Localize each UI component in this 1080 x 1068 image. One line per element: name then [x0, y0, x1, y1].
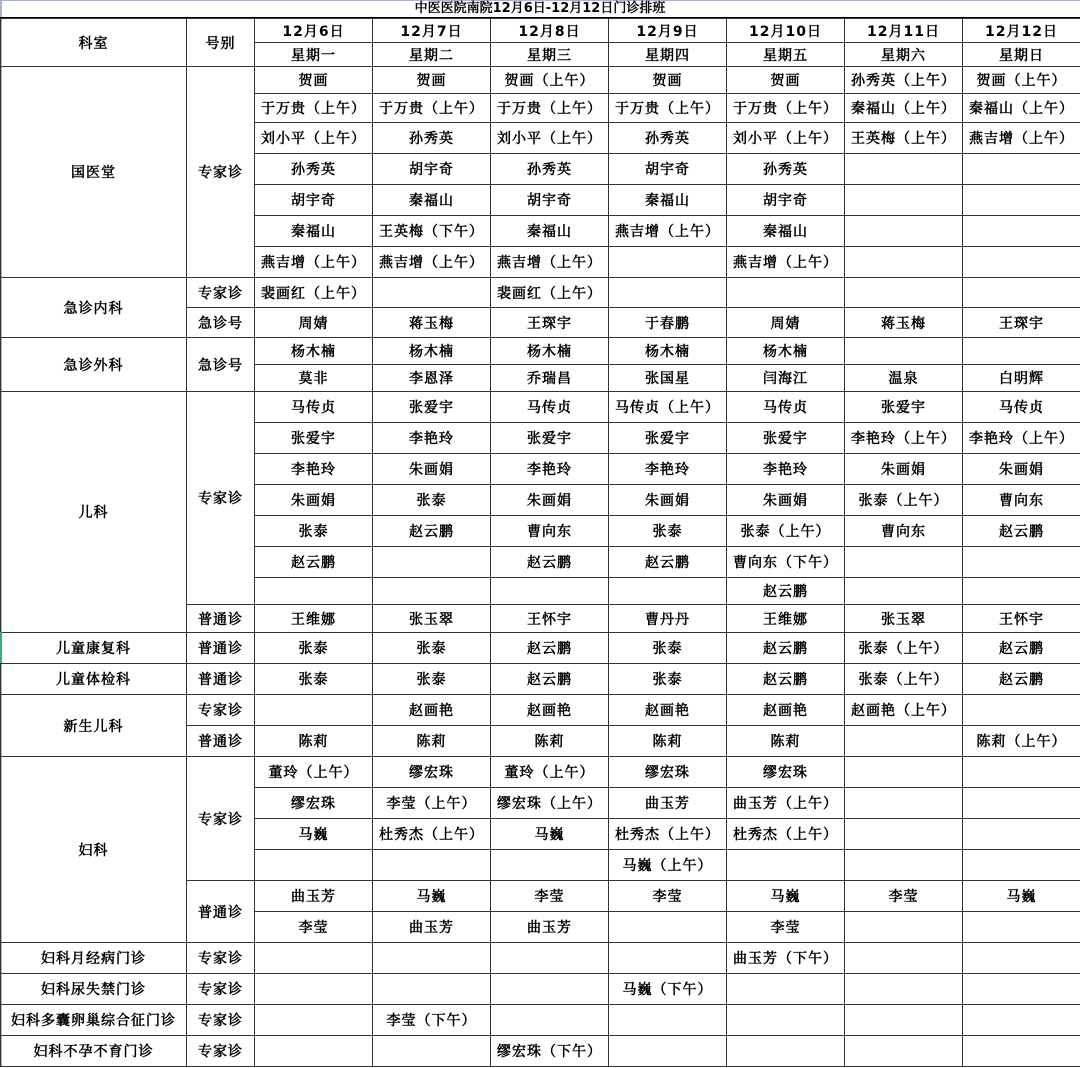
doctor-cell: 缪宏珠: [727, 757, 845, 788]
doctor-cell: [845, 185, 963, 216]
doctor-cell: 周婧: [255, 308, 373, 338]
doctor-cell: 刘小平（上午）: [727, 123, 845, 154]
doctor-cell: 王琛宇: [491, 308, 609, 338]
doctor-cell: [963, 819, 1080, 850]
doctor-cell: [727, 1036, 845, 1067]
doctor-cell: [963, 338, 1080, 365]
doctor-cell: 陈莉: [609, 726, 727, 757]
doctor-cell: 孙秀英: [255, 154, 373, 185]
doctor-cell: 马巍: [727, 881, 845, 912]
department-name: 妇科: [1, 757, 187, 943]
doctor-cell: 马传贞: [727, 392, 845, 423]
doctor-cell: 张泰（上午）: [845, 633, 963, 664]
doctor-cell: [845, 974, 963, 1005]
doctor-cell: [845, 943, 963, 974]
header-date: 12月7日: [373, 19, 491, 43]
clinic-type: 普通诊: [187, 881, 255, 943]
doctor-cell: [845, 912, 963, 943]
doctor-cell: 李莹（下午）: [373, 1005, 491, 1036]
doctor-cell: 杜秀杰（上午）: [609, 819, 727, 850]
schedule-row: [1, 338, 1080, 365]
doctor-cell: 李莹: [609, 881, 727, 912]
doctor-cell: 张泰: [609, 633, 727, 664]
doctor-cell: 曲玉芳: [491, 912, 609, 943]
doctor-cell: 秦福山: [491, 216, 609, 247]
row-selection-marker: [0, 632, 2, 663]
doctor-cell: 王琛宇: [963, 308, 1080, 338]
doctor-cell: 李艳玲（上午）: [963, 423, 1080, 454]
doctor-cell: 陈莉: [373, 726, 491, 757]
doctor-cell: 曲玉芳（下午）: [727, 943, 845, 974]
clinic-type: 普通诊: [187, 605, 255, 633]
doctor-cell: [373, 943, 491, 974]
header-date: 12月8日: [491, 19, 609, 43]
department-name: 儿童体检科: [1, 664, 187, 695]
doctor-cell: [845, 1036, 963, 1067]
doctor-cell: [255, 1005, 373, 1036]
doctor-cell: 燕吉增（上午）: [255, 247, 373, 278]
doctor-cell: [845, 216, 963, 247]
doctor-cell: 董玲（上午）: [491, 757, 609, 788]
doctor-cell: 周婧: [727, 308, 845, 338]
doctor-cell: 张爱宇: [373, 392, 491, 423]
header-weekday: 星期一: [255, 43, 373, 67]
doctor-cell: 裴画红（上午）: [491, 278, 609, 308]
doctor-cell: 缪宏珠（下午）: [491, 1036, 609, 1067]
doctor-cell: 张爱宇: [845, 392, 963, 423]
doctor-cell: 王怀宇: [963, 605, 1080, 633]
doctor-cell: [609, 1036, 727, 1067]
doctor-cell: 李艳玲: [727, 454, 845, 485]
header-weekday: 星期六: [845, 43, 963, 67]
doctor-cell: 燕吉增（上午）: [491, 247, 609, 278]
department-name: 急诊外科: [1, 338, 187, 392]
doctor-cell: 缪宏珠: [255, 788, 373, 819]
doctor-cell: 李艳玲（上午）: [845, 423, 963, 454]
doctor-cell: 李恩泽: [373, 365, 491, 392]
doctor-cell: 赵云鹏: [727, 578, 845, 605]
doctor-cell: 赵云鹏: [963, 516, 1080, 547]
clinic-type: 普通诊: [187, 664, 255, 695]
doctor-cell: 张泰: [255, 664, 373, 695]
doctor-cell: 李莹: [727, 912, 845, 943]
doctor-cell: [491, 1005, 609, 1036]
doctor-cell: 闫海江: [727, 365, 845, 392]
doctor-cell: [963, 278, 1080, 308]
doctor-cell: 马传贞: [255, 392, 373, 423]
doctor-cell: 张泰: [255, 633, 373, 664]
doctor-cell: 马巍: [255, 819, 373, 850]
schedule-row: [1, 67, 1080, 94]
doctor-cell: 张泰: [373, 633, 491, 664]
doctor-cell: 乔瑞昌: [491, 365, 609, 392]
doctor-cell: 李艳玲: [255, 454, 373, 485]
doctor-cell: [845, 547, 963, 578]
doctor-cell: [845, 819, 963, 850]
department-name: 儿童康复科: [1, 633, 187, 664]
schedule-row: [1, 633, 1080, 664]
doctor-cell: [727, 278, 845, 308]
doctor-cell: 杨木楠: [255, 338, 373, 365]
doctor-cell: 胡宇奇: [609, 154, 727, 185]
doctor-cell: [845, 578, 963, 605]
header-weekday: 星期二: [373, 43, 491, 67]
doctor-cell: 赵画艳: [373, 695, 491, 726]
doctor-cell: 马巍: [963, 881, 1080, 912]
header-date: 12月11日: [845, 19, 963, 43]
doctor-cell: 陈莉（上午）: [963, 726, 1080, 757]
doctor-cell: 陈莉: [255, 726, 373, 757]
schedule-row: [1, 392, 1080, 423]
doctor-cell: [255, 943, 373, 974]
doctor-cell: 杨木楠: [609, 338, 727, 365]
doctor-cell: 秦福山: [609, 185, 727, 216]
doctor-cell: 曹向东: [963, 485, 1080, 516]
schedule-row: [1, 1005, 1080, 1036]
doctor-cell: 杨木楠: [491, 338, 609, 365]
doctor-cell: [963, 850, 1080, 881]
doctor-cell: 赵云鹏: [491, 664, 609, 695]
doctor-cell: 孙秀英: [491, 154, 609, 185]
doctor-cell: 张泰: [373, 664, 491, 695]
doctor-cell: 孙秀英: [373, 123, 491, 154]
doctor-cell: 朱画娟: [963, 454, 1080, 485]
doctor-cell: 于万贵（上午）: [373, 94, 491, 123]
doctor-cell: 张爱宇: [255, 423, 373, 454]
doctor-cell: [491, 943, 609, 974]
doctor-cell: 缪宏珠: [609, 757, 727, 788]
doctor-cell: 秦福山: [255, 216, 373, 247]
header-date-row: [1, 19, 1080, 43]
doctor-cell: 曹向东: [845, 516, 963, 547]
doctor-cell: 燕吉增（上午）: [963, 123, 1080, 154]
doctor-cell: 莫非: [255, 365, 373, 392]
doctor-cell: [963, 216, 1080, 247]
doctor-cell: [373, 578, 491, 605]
doctor-cell: 王维娜: [727, 605, 845, 633]
doctor-cell: [255, 850, 373, 881]
doctor-cell: [845, 788, 963, 819]
doctor-cell: [491, 850, 609, 881]
doctor-cell: [845, 1005, 963, 1036]
doctor-cell: [727, 850, 845, 881]
doctor-cell: [963, 974, 1080, 1005]
doctor-cell: [491, 578, 609, 605]
doctor-cell: 贺画: [727, 67, 845, 94]
doctor-cell: 贺画（上午）: [491, 67, 609, 94]
doctor-cell: 赵云鹏: [727, 664, 845, 695]
doctor-cell: 朱画娟: [373, 454, 491, 485]
doctor-cell: 马巍（下午）: [609, 974, 727, 1005]
doctor-cell: [609, 943, 727, 974]
clinic-type: 专家诊: [187, 695, 255, 726]
doctor-cell: [609, 1005, 727, 1036]
doctor-cell: 王维娜: [255, 605, 373, 633]
header-type: 号别: [187, 19, 255, 67]
doctor-cell: 燕吉增（上午）: [609, 216, 727, 247]
doctor-cell: [963, 578, 1080, 605]
doctor-cell: 李莹: [491, 881, 609, 912]
doctor-cell: 缪宏珠（上午）: [491, 788, 609, 819]
doctor-cell: 裴画红（上午）: [255, 278, 373, 308]
department-name: 妇科不孕不育门诊: [1, 1036, 187, 1067]
doctor-cell: [845, 850, 963, 881]
doctor-cell: 赵云鹏: [255, 547, 373, 578]
header-weekday: 星期四: [609, 43, 727, 67]
header-date: 12月9日: [609, 19, 727, 43]
doctor-cell: 马传贞: [491, 392, 609, 423]
schedule-table: [0, 18, 1080, 1067]
doctor-cell: 张爱宇: [727, 423, 845, 454]
doctor-cell: 孙秀英: [727, 154, 845, 185]
header-dept: 科室: [1, 19, 187, 67]
schedule-row: [1, 757, 1080, 788]
doctor-cell: 马巍: [373, 881, 491, 912]
department-name: 急诊内科: [1, 278, 187, 338]
department-name: 妇科月经病门诊: [1, 943, 187, 974]
doctor-cell: [727, 974, 845, 1005]
doctor-cell: 胡宇奇: [373, 154, 491, 185]
header-date: 12月12日: [963, 19, 1080, 43]
doctor-cell: 赵云鹏: [491, 547, 609, 578]
doctor-cell: 胡宇奇: [491, 185, 609, 216]
doctor-cell: [845, 338, 963, 365]
doctor-cell: 杜秀杰（上午）: [373, 819, 491, 850]
clinic-type: 专家诊: [187, 278, 255, 308]
doctor-cell: 燕吉增（上午）: [727, 247, 845, 278]
clinic-type: 专家诊: [187, 67, 255, 278]
doctor-cell: [609, 247, 727, 278]
clinic-type: 急诊号: [187, 308, 255, 338]
doctor-cell: [845, 278, 963, 308]
header-date: 12月6日: [255, 19, 373, 43]
doctor-cell: 于万贵（上午）: [727, 94, 845, 123]
schedule-row: [1, 664, 1080, 695]
doctor-cell: 朱画娟: [727, 485, 845, 516]
doctor-cell: 李莹（上午）: [373, 788, 491, 819]
doctor-cell: 朱画娟: [255, 485, 373, 516]
clinic-type: 普通诊: [187, 726, 255, 757]
doctor-cell: 曹向东: [491, 516, 609, 547]
doctor-cell: 赵云鹏: [727, 633, 845, 664]
doctor-cell: [845, 247, 963, 278]
doctor-cell: 于万贵（上午）: [609, 94, 727, 123]
doctor-cell: [963, 912, 1080, 943]
doctor-cell: 于万贵（上午）: [255, 94, 373, 123]
doctor-cell: 赵云鹏: [373, 516, 491, 547]
doctor-cell: [255, 1036, 373, 1067]
doctor-cell: 张玉翠: [845, 605, 963, 633]
doctor-cell: [963, 943, 1080, 974]
doctor-cell: 张泰（上午）: [845, 664, 963, 695]
doctor-cell: 蒋玉梅: [845, 308, 963, 338]
doctor-cell: [373, 1036, 491, 1067]
schedule-row: [1, 974, 1080, 1005]
doctor-cell: 朱画娟: [491, 485, 609, 516]
doctor-cell: 李艳玲: [373, 423, 491, 454]
doctor-cell: 张国星: [609, 365, 727, 392]
doctor-cell: 孙秀英: [609, 123, 727, 154]
doctor-cell: 蒋玉梅: [373, 308, 491, 338]
doctor-cell: 贺画: [373, 67, 491, 94]
doctor-cell: 赵云鹏: [491, 633, 609, 664]
doctor-cell: 曲玉芳: [255, 881, 373, 912]
header-weekday: 星期三: [491, 43, 609, 67]
doctor-cell: 李艳玲: [491, 454, 609, 485]
header-date: 12月10日: [727, 19, 845, 43]
doctor-cell: [963, 547, 1080, 578]
doctor-cell: 陈莉: [727, 726, 845, 757]
doctor-cell: 胡宇奇: [727, 185, 845, 216]
department-name: 新生儿科: [1, 695, 187, 757]
doctor-cell: 张爱宇: [491, 423, 609, 454]
doctor-cell: 李莹: [845, 881, 963, 912]
page-title: 中医医院南院12月6日-12月12日门诊排班: [0, 0, 1080, 18]
doctor-cell: [491, 974, 609, 1005]
doctor-cell: 杜秀杰（上午）: [727, 819, 845, 850]
doctor-cell: 张泰（上午）: [727, 516, 845, 547]
doctor-cell: [845, 726, 963, 757]
doctor-cell: [609, 278, 727, 308]
doctor-cell: [963, 695, 1080, 726]
doctor-cell: 张爱宇: [609, 423, 727, 454]
doctor-cell: 赵云鹏: [609, 547, 727, 578]
doctor-cell: [963, 1036, 1080, 1067]
department-name: 妇科多囊卵巢综合征门诊: [1, 1005, 187, 1036]
schedule-body: [1, 67, 1080, 1067]
doctor-cell: 赵画艳: [609, 695, 727, 726]
doctor-cell: 李艳玲: [609, 454, 727, 485]
doctor-cell: 于万贵（上午）: [491, 94, 609, 123]
clinic-type: 急诊号: [187, 338, 255, 392]
clinic-type: 专家诊: [187, 392, 255, 605]
doctor-cell: [963, 757, 1080, 788]
doctor-cell: 张泰: [373, 485, 491, 516]
doctor-cell: 张泰: [609, 516, 727, 547]
clinic-type: 专家诊: [187, 943, 255, 974]
doctor-cell: 秦福山: [727, 216, 845, 247]
doctor-cell: 马传贞（上午）: [609, 392, 727, 423]
doctor-cell: 赵云鹏: [963, 633, 1080, 664]
doctor-cell: [963, 247, 1080, 278]
header-weekday: 星期五: [727, 43, 845, 67]
doctor-cell: [609, 912, 727, 943]
doctor-cell: 秦福山: [373, 185, 491, 216]
schedule-row: [1, 943, 1080, 974]
doctor-cell: 赵云鹏: [963, 664, 1080, 695]
doctor-cell: [373, 547, 491, 578]
doctor-cell: [609, 578, 727, 605]
department-name: 妇科尿失禁门诊: [1, 974, 187, 1005]
schedule-row: [1, 695, 1080, 726]
doctor-cell: 张泰: [609, 664, 727, 695]
doctor-cell: 贺画（上午）: [963, 67, 1080, 94]
doctor-cell: [963, 185, 1080, 216]
doctor-cell: 杨木楠: [373, 338, 491, 365]
doctor-cell: [845, 154, 963, 185]
doctor-cell: 李莹: [255, 912, 373, 943]
doctor-cell: [373, 974, 491, 1005]
doctor-cell: 赵画艳（上午）: [845, 695, 963, 726]
clinic-type: 专家诊: [187, 1036, 255, 1067]
doctor-cell: 刘小平（上午）: [491, 123, 609, 154]
clinic-type: 普通诊: [187, 633, 255, 664]
doctor-cell: [255, 578, 373, 605]
doctor-cell: 贺画: [255, 67, 373, 94]
doctor-cell: 张玉翠: [373, 605, 491, 633]
doctor-cell: 朱画娟: [845, 454, 963, 485]
doctor-cell: [963, 154, 1080, 185]
doctor-cell: [963, 788, 1080, 819]
doctor-cell: 马巍（上午）: [609, 850, 727, 881]
doctor-cell: 王英梅（下午）: [373, 216, 491, 247]
doctor-cell: 刘小平（上午）: [255, 123, 373, 154]
doctor-cell: 马巍: [491, 819, 609, 850]
doctor-cell: 胡宇奇: [255, 185, 373, 216]
doctor-cell: 王英梅（上午）: [845, 123, 963, 154]
doctor-cell: 赵画艳: [491, 695, 609, 726]
doctor-cell: 张泰: [255, 516, 373, 547]
doctor-cell: [727, 1005, 845, 1036]
doctor-cell: 孙秀英（上午）: [845, 67, 963, 94]
doctor-cell: [373, 850, 491, 881]
doctor-cell: 王怀宇: [491, 605, 609, 633]
doctor-cell: 曲玉芳: [373, 912, 491, 943]
doctor-cell: 朱画娟: [609, 485, 727, 516]
doctor-cell: 张泰（上午）: [845, 485, 963, 516]
doctor-cell: 白明辉: [963, 365, 1080, 392]
doctor-cell: 陈莉: [491, 726, 609, 757]
doctor-cell: 秦福山（上午）: [845, 94, 963, 123]
doctor-cell: [255, 695, 373, 726]
doctor-cell: [255, 974, 373, 1005]
doctor-cell: 缪宏珠: [373, 757, 491, 788]
doctor-cell: 马传贞: [963, 392, 1080, 423]
doctor-cell: 曹丹丹: [609, 605, 727, 633]
doctor-cell: 赵画艳: [727, 695, 845, 726]
doctor-cell: [963, 1005, 1080, 1036]
doctor-cell: [845, 757, 963, 788]
header-weekday: 星期日: [963, 43, 1080, 67]
clinic-type: 专家诊: [187, 757, 255, 881]
doctor-cell: 曲玉芳（上午）: [727, 788, 845, 819]
doctor-cell: 杨木楠: [727, 338, 845, 365]
department-name: 国医堂: [1, 67, 187, 278]
schedule-row: [1, 278, 1080, 308]
doctor-cell: 温泉: [845, 365, 963, 392]
doctor-cell: [373, 278, 491, 308]
doctor-cell: 于春鹏: [609, 308, 727, 338]
doctor-cell: 燕吉增（上午）: [373, 247, 491, 278]
department-name: 儿科: [1, 392, 187, 633]
doctor-cell: 曹向东（下午）: [727, 547, 845, 578]
doctor-cell: 曲玉芳: [609, 788, 727, 819]
doctor-cell: 贺画: [609, 67, 727, 94]
doctor-cell: 董玲（上午）: [255, 757, 373, 788]
schedule-row: [1, 1036, 1080, 1067]
doctor-cell: 秦福山（上午）: [963, 94, 1080, 123]
clinic-type: 专家诊: [187, 1005, 255, 1036]
clinic-type: 专家诊: [187, 974, 255, 1005]
